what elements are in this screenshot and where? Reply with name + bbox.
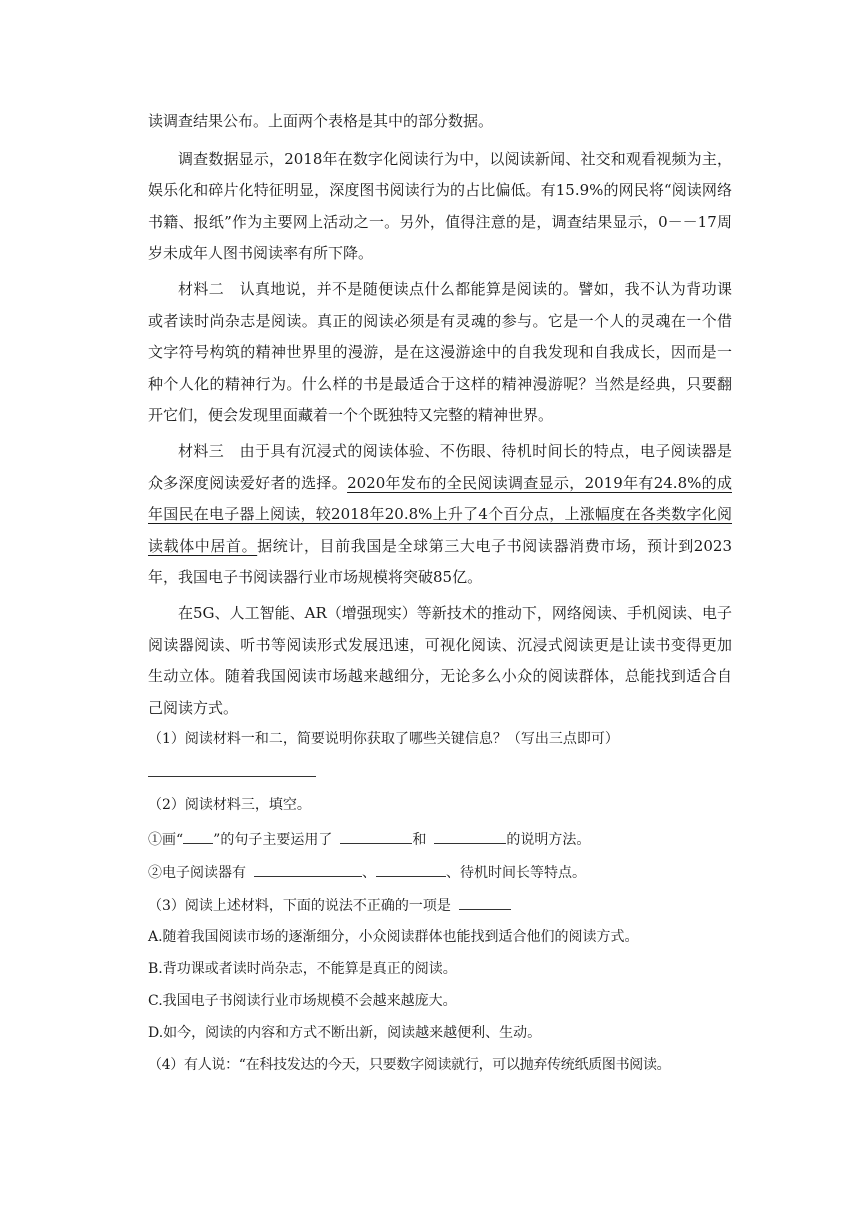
q2-1-text-d: 的说明方法。 <box>506 832 591 849</box>
question-1: （1）阅读材料一和二，简要说明你获取了哪些关键信息？（写出三点即可） <box>148 731 619 748</box>
underline-marker-blank <box>183 828 213 844</box>
material-3-rest: 据统计，目前我国是全球第三大电子书阅读器消费市场，预计到2023年，我国电子书阅读器行业市场规模将突破85亿。 <box>148 536 732 587</box>
question-2: （2）阅读材料三，填空。 <box>148 797 311 814</box>
q2-1-text-c: 和 <box>412 832 427 849</box>
answer-blank-method-1[interactable] <box>340 828 412 844</box>
option-a: A.随着我国阅读市场的逐渐细分，小众阅读群体也能找到适合他们的阅读方式。 <box>148 929 639 946</box>
paragraph-1: 读调查结果公布。上面两个表格是其中的部分数据。 <box>148 112 494 130</box>
q2-2-text-a: ②电子阅读器有 <box>148 865 246 882</box>
answer-blank-feature-2[interactable] <box>376 861 446 877</box>
paragraph-2: 调查数据显示，2018年在数字化阅读行为中，以阅读新闻、社交和观看视频为主，娱乐化和碎片化特征明显，深度图书阅读行为的占比偏低。有15.9%的网民将“阅读网络书籍、报纸”作为主要网上活动之一。另外，值得注意的是，调查结果显示，0－－17周岁未成年人图书阅读率有所下降。 <box>148 149 732 263</box>
q2-1-text-a: ①画“ <box>148 832 184 849</box>
paragraph-5: 在5G、人工智能、AR（增强现实）等新技术的推动下，网络阅读、手机阅读、电子阅读器阅读、听书等阅读形式发展迅速，可视化阅读、沉浸式阅读更是让读书变得更加生动立体。随着我国阅读市场越来越细分，无论多么小众的阅读群体，总能找到适合自己阅读方式。 <box>148 603 732 717</box>
answer-line-q1[interactable] <box>148 775 316 777</box>
q2-1-text-b: ”的句子主要运用了 <box>213 832 333 849</box>
option-b: B.背功课或者读时尚杂志，不能算是真正的阅读。 <box>148 961 457 978</box>
question-2-2 <box>148 861 732 894</box>
question-4: （4）有人说：“在科技发达的今天，只要数字阅读就行，可以抛弃传统纸质图书阅读。 <box>148 1057 671 1074</box>
question-3 <box>148 894 732 927</box>
paragraph-material-2: 材料二 认真地说，并不是随便读点什么都能算是阅读的。譬如，我不认为背功课或者读时尚杂志是阅读。真正的阅读必须是有灵魂的参与。它是一个人的灵魂在一个借文字符号构筑的精神世界里的漫游，是在这漫游途中的自我发现和自我成长，因而是一种个人化的精神行为。什么样的书是最适合于这样的精神漫游呢？当然是经典，只要翻开它们，便会发现里面藏着一个个既独特又完整的精神世界。 <box>148 279 732 425</box>
material-3-intro: 材料三 由于具有沉浸式的阅读体验、不伤眼、待机时间长的特点，电子阅读器是众多深度阅读爱好者的选择。 <box>148 441 732 492</box>
option-d: D.如今，阅读的内容和方式不断出新，阅读越来越便利、生动。 <box>148 1025 542 1042</box>
q2-2-text-b: 、 <box>362 865 376 882</box>
paragraph-material-3 <box>148 436 732 594</box>
answer-blank-method-2[interactable] <box>434 828 506 844</box>
answer-blank-feature-1[interactable] <box>254 861 362 877</box>
document-content <box>148 106 732 1087</box>
question-2-1 <box>148 828 732 861</box>
underlined-sentence: 2020年发布的全民阅读调查显示，2019年有24.8%的成年国民在电子器上阅读，较2018年20.8%上升了4个百分点，上涨幅度在各类数字化阅读载体中居首。 <box>148 473 732 555</box>
q3-text: （3）阅读上述材料，下面的说法不正确的一项是 <box>148 898 451 915</box>
option-c: C.我国电子书阅读行业市场规模不会越来越庞大。 <box>148 993 457 1010</box>
q2-2-text-c: 、待机时间长等特点。 <box>446 865 586 882</box>
answer-blank-q3[interactable] <box>459 894 511 910</box>
